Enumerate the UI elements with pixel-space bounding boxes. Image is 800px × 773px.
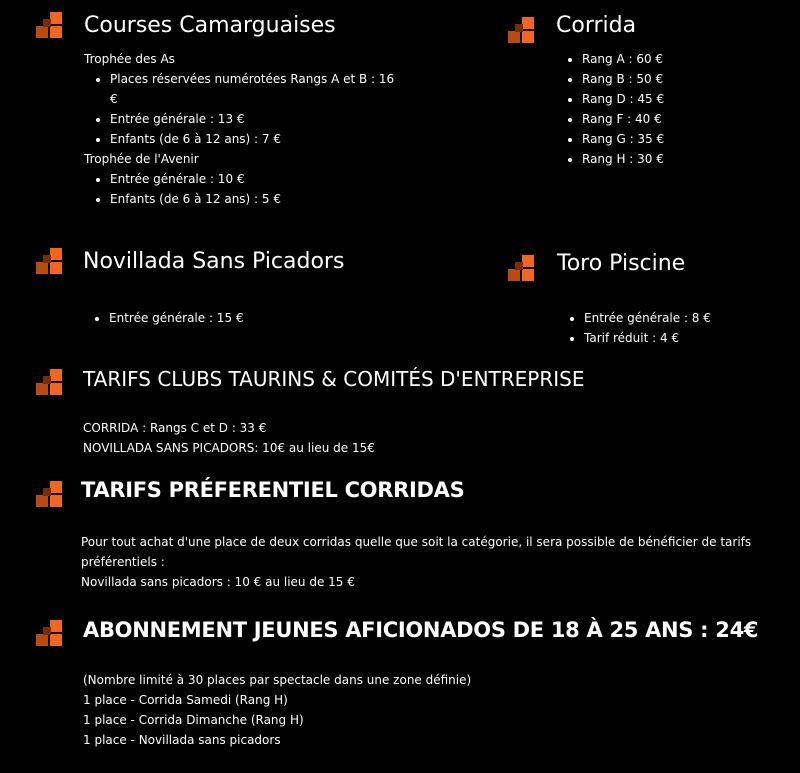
corrida-section — [556, 49, 776, 169]
trophee-des-as-heading: Trophée des As — [84, 52, 175, 66]
abonnement-section — [83, 670, 683, 750]
list-item: • Rang A : 60 € — [582, 49, 776, 69]
orange-squares-icon — [508, 17, 534, 43]
tarifs-preferentiel-section — [81, 532, 786, 592]
list-item: • Rang G : 35 € — [582, 129, 776, 149]
list-item: • Tarif réduit : 4 € — [584, 328, 778, 348]
corrida-title: Corrida — [556, 13, 637, 38]
list-item: • Enfants (de 6 à 12 ans) : 5 € — [110, 189, 404, 209]
courses-camarguaises-title: Courses Camarguaises — [84, 13, 336, 38]
trophee-avenir-heading: Trophée de l'Avenir — [84, 152, 199, 166]
orange-squares-icon — [508, 255, 534, 281]
toro-piscine-title: Toro Piscine — [557, 251, 686, 276]
courses-camarguaises-section — [84, 49, 404, 209]
abonnement-title: ABONNEMENT JEUNES AFICIONADOS DE 18 À 25 ANS : 24€ — [83, 618, 759, 642]
list-item: • Rang H : 30 € — [582, 149, 776, 169]
novillada-title: Novillada Sans Picadors — [83, 249, 345, 274]
orange-squares-icon — [36, 369, 62, 395]
clubs-line: CORRIDA : Rangs C et D : 33 € — [83, 421, 267, 435]
corrida-price-list — [556, 49, 776, 169]
orange-squares-icon — [36, 248, 62, 274]
clubs-line: NOVILLADA SANS PICADORS: 10€ au lieu de 15€ — [83, 441, 375, 455]
tarifs-preferentiel-title: TARIFS PRÉFERENTIEL CORRIDAS — [81, 478, 465, 502]
abonnement-line: 1 place - Corrida Dimanche (Rang H) — [83, 713, 304, 727]
list-item: • Entrée générale : 15 € — [109, 308, 383, 328]
list-item: • Entrée générale : 10 € — [110, 169, 404, 189]
list-item: • Places réservées numérotées Rangs A et B : 16 € — [110, 69, 404, 109]
novillada-price-list — [83, 308, 383, 328]
abonnement-line: (Nombre limité à 30 places par spectacle dans une zone définie) — [83, 673, 472, 687]
list-item: • Entrée générale : 8 € — [584, 308, 778, 328]
novillada-section — [83, 308, 383, 328]
tarifs-clubs-title: TARIFS CLUBS TAURINS & COMITÉS D'ENTREPRISE — [83, 367, 585, 391]
tarifs-clubs-section — [83, 418, 683, 458]
list-item: • Entrée générale : 13 € — [110, 109, 404, 129]
abonnement-line: 1 place - Corrida Samedi (Rang H) — [83, 693, 288, 707]
orange-squares-icon — [36, 481, 62, 507]
list-item: • Rang D : 45 € — [582, 89, 776, 109]
list-item: • Rang B : 50 € — [582, 69, 776, 89]
orange-squares-icon — [36, 12, 62, 38]
pref-line: Novillada sans picadors : 10 € au lieu de 15 € — [81, 575, 355, 589]
orange-squares-icon — [36, 620, 62, 646]
list-item: • Enfants (de 6 à 12 ans) : 7 € — [110, 129, 404, 149]
abonnement-line: 1 place - Novillada sans picadors — [83, 733, 281, 747]
trophee-des-as-list — [84, 69, 404, 149]
trophee-avenir-list — [84, 169, 404, 209]
pref-line: Pour tout achat d'une place de deux corridas quelle que soit la catégorie, il sera possible de bénéficier de tarifs préférentiels : — [81, 535, 752, 569]
toro-piscine-section — [558, 308, 778, 348]
toro-piscine-price-list — [558, 308, 778, 348]
list-item: • Rang F : 40 € — [582, 109, 776, 129]
